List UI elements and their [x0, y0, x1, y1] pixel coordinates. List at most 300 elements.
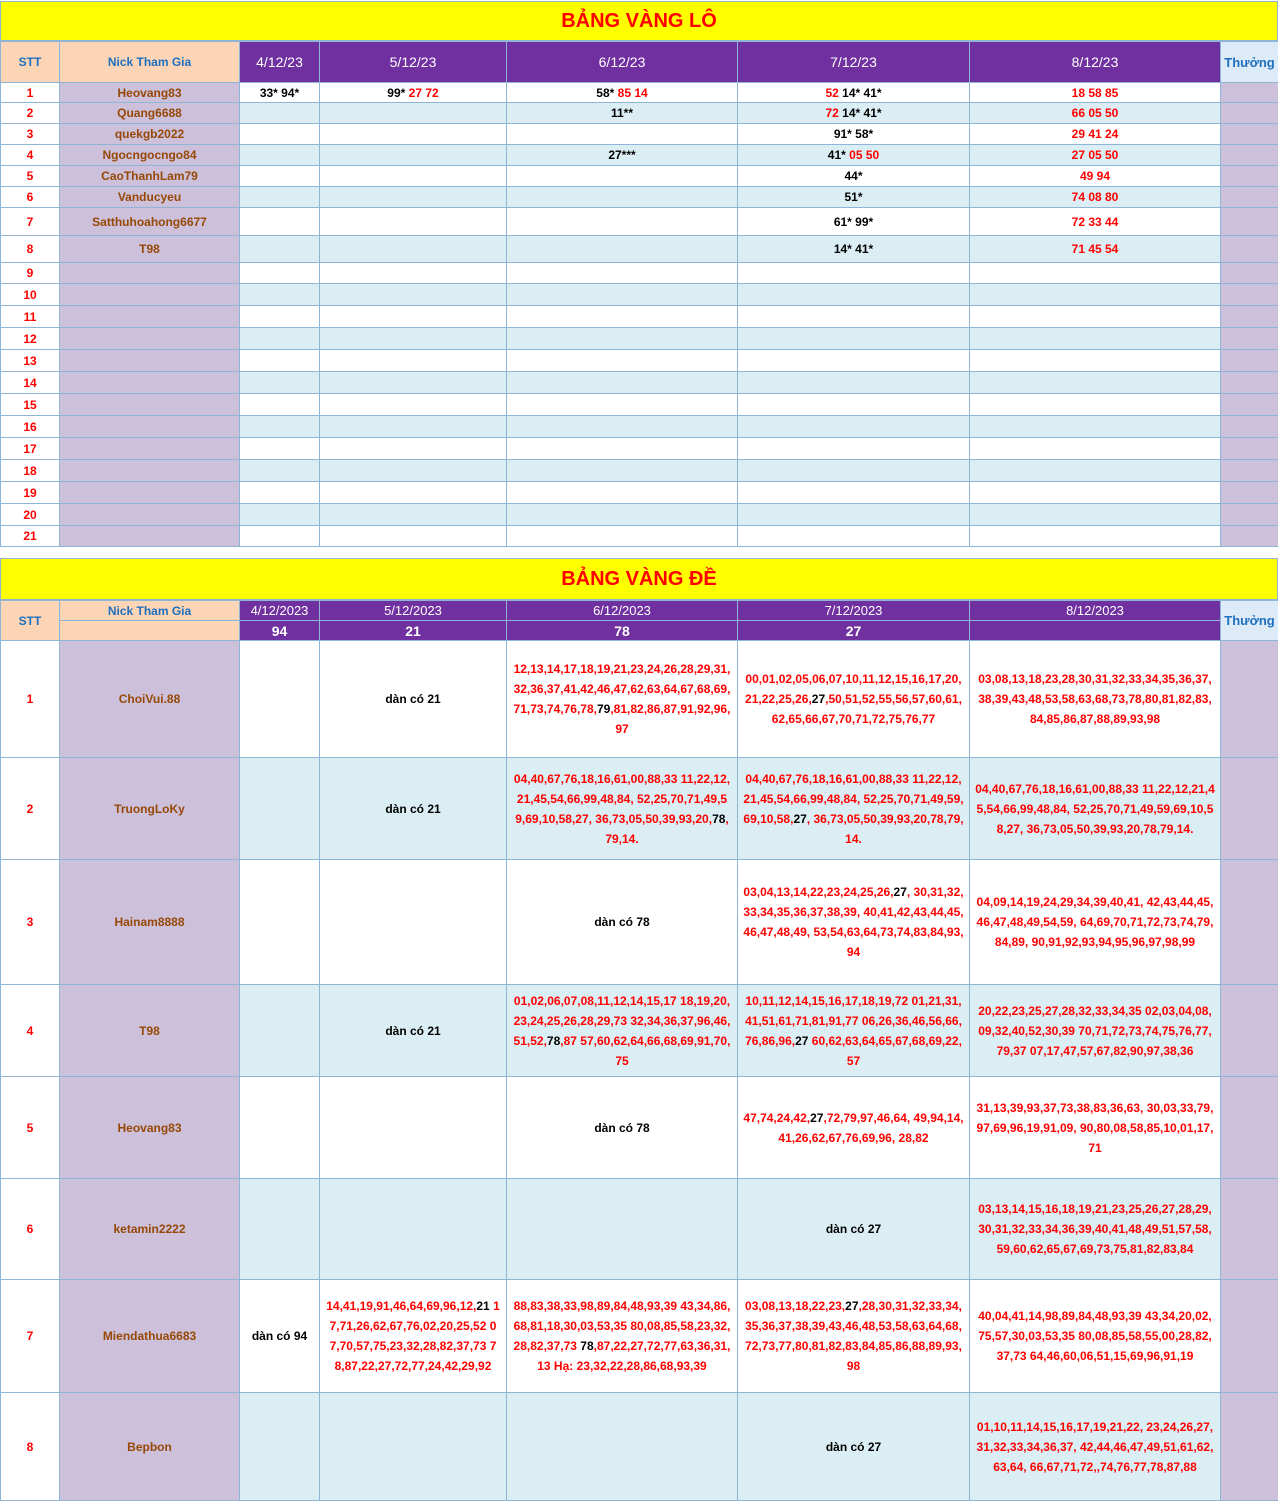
lo-cell-4-12 [240, 166, 320, 187]
lo-cell-6-12 [507, 460, 738, 482]
lo-cell-8-12 [970, 328, 1221, 350]
de-number-list: ,87,22,27,72,77,63,36,31,13 Hạ: 23,32,22,28,86,68,93,39 [537, 1339, 731, 1373]
de-cell-4-12: dàn có 94 [240, 1280, 320, 1393]
lo-cell-5-12 [320, 460, 507, 482]
de-number-list: 88,83,38,33,98,89,84,48,93,39 43,34,86,68,81,18,30,03,53,35 80,08,85,58,23,32,28,82,37,73 [513, 1299, 731, 1353]
lo-thuong [1221, 372, 1278, 394]
lo-thuong [1221, 145, 1278, 166]
lo-cell-6-12 [507, 416, 738, 438]
lo-num-black: 61* 99* [833, 214, 874, 229]
de-nick: Hainam8888 [60, 860, 240, 985]
de-cell-6-12 [507, 758, 738, 860]
de-result: 27 [738, 621, 970, 641]
lo-header-date: 4/12/23 [240, 42, 320, 83]
lo-num-red: 27 72 [405, 85, 439, 100]
de-number-list: 47,74,24,42, [743, 1110, 811, 1125]
lo-cell-7-12 [738, 236, 970, 263]
de-nick: ChoiVui.88 [60, 641, 240, 758]
lo-row [1, 145, 1278, 166]
lo-cell-7-12 [738, 504, 970, 526]
lo-nick [60, 284, 240, 306]
lo-thuong [1221, 124, 1278, 145]
lo-cell-4-12 [240, 504, 320, 526]
lo-cell-7-12 [738, 103, 970, 124]
lo-num-black: 11** [610, 106, 634, 120]
lo-num-red: 52 [825, 85, 839, 100]
lo-nick [60, 394, 240, 416]
lo-title: BẢNG VÀNG LÔ [561, 10, 717, 32]
lo-thuong [1221, 208, 1278, 236]
lo-cell-4-12 [240, 284, 320, 306]
lo-row [1, 208, 1278, 236]
lo-cell-8-12 [970, 526, 1221, 547]
lo-stt: 10 [1, 284, 60, 306]
de-winning-number: 27 [811, 692, 826, 706]
lo-cell-8-12 [970, 372, 1221, 394]
lo-thuong [1221, 438, 1278, 460]
lo-cell-7-12 [738, 394, 970, 416]
lo-num-black: 27*** [608, 148, 636, 162]
lo-num-red: 85 14 [614, 85, 648, 100]
lo-nick [60, 460, 240, 482]
de-row [1, 860, 1278, 985]
de-number-list: 10,11,12,14,15,16,17,18,19,72 01,21,31,41,51,61,71,81,91,77 06,26,36,46,56,66,76,86,96, [745, 993, 962, 1048]
lo-row [1, 438, 1278, 460]
lo-stt: 12 [1, 328, 60, 350]
lo-cell-5-12 [320, 103, 507, 124]
lo-header-date: 5/12/23 [320, 42, 507, 83]
lo-cell-6-12 [507, 103, 738, 124]
lo-cell-7-12 [738, 350, 970, 372]
de-row [1, 758, 1278, 860]
lo-cell-6-12 [507, 438, 738, 460]
lo-nick [60, 526, 240, 547]
de-winning-number: 78 [712, 811, 726, 826]
lo-cell-5-12 [320, 187, 507, 208]
lo-num-black: 58* [596, 85, 615, 100]
de-result: 94 [240, 621, 320, 641]
lo-row [1, 284, 1278, 306]
de-nick: Miendathua6683 [60, 1280, 240, 1393]
lo-stt: 1 [1, 83, 60, 103]
lo-stt: 14 [1, 372, 60, 394]
de-number-list: ,81,82,86,87,91,92,96,97 [610, 702, 731, 736]
lo-cell-7-12 [738, 416, 970, 438]
de-number-list: ,72,79,97,46,64, 49,94,14,41,26,62,67,76,69,96, 28,82 [778, 1110, 964, 1145]
lo-stt: 8 [1, 236, 60, 263]
lo-cell-5-12 [320, 124, 507, 145]
lo-stt: 11 [1, 306, 60, 328]
lo-stt: 18 [1, 460, 60, 482]
lo-header-stt: STT [1, 42, 60, 83]
lo-cell-5-12 [320, 208, 507, 236]
lo-cell-4-12 [240, 124, 320, 145]
de-thuong [1221, 1280, 1278, 1393]
de-winning-number: 21 [476, 1299, 490, 1313]
lo-cell-4-12 [240, 306, 320, 328]
de-number-list: 12,13,14,17,18,19,21,23,24,26,28,29,31,32,36,37,41,42,46,47,62,63,64,67,68,69,71,73,74,76,78, [513, 662, 731, 716]
lo-cell-8-12 [970, 350, 1221, 372]
lo-cell-8-12: 66 05 50 [970, 103, 1221, 124]
lo-cell-8-12: 29 41 24 [970, 124, 1221, 145]
lo-thuong [1221, 460, 1278, 482]
de-stt: 7 [1, 1280, 60, 1393]
lo-nick: quekgb2022 [60, 124, 240, 145]
de-number-list: 31,13,39,93,37,73,38,83,36,63, 30,03,33,79,97,69,96,19,91,09, 90,80,08,58,85,10,01,17,71 [976, 1100, 1214, 1155]
de-nick: Heovang83 [60, 1077, 240, 1179]
lo-header-date: 8/12/23 [970, 42, 1221, 83]
lo-cell-5-12 [320, 416, 507, 438]
de-cell-8-12 [970, 1393, 1221, 1501]
lo-stt: 15 [1, 394, 60, 416]
lo-cell-7-12 [738, 328, 970, 350]
lo-num-red: 05 50 [845, 148, 880, 162]
lo-cell-5-12 [320, 482, 507, 504]
de-cell-7-12 [738, 641, 970, 758]
de-thuong [1221, 1077, 1278, 1179]
lo-cell-8-12 [970, 284, 1221, 306]
lo-cell-6-12 [507, 124, 738, 145]
de-row [1, 1179, 1278, 1280]
lo-stt: 3 [1, 124, 60, 145]
lo-cell-7-12 [738, 166, 970, 187]
de-row [1, 1077, 1278, 1179]
lo-nick [60, 372, 240, 394]
de-thuong [1221, 758, 1278, 860]
lo-cell-8-12 [970, 460, 1221, 482]
lo-nick [60, 306, 240, 328]
de-cell-7-12 [738, 758, 970, 860]
de-cell-7-12: dàn có 27 [738, 1393, 970, 1501]
lo-cell-8-12 [970, 438, 1221, 460]
lo-header-thuong: Thưởng [1221, 42, 1278, 83]
lo-cell-5-12 [320, 394, 507, 416]
lo-row [1, 306, 1278, 328]
de-thuong [1221, 641, 1278, 758]
lo-thuong [1221, 416, 1278, 438]
de-number-list: ,28,30,31,32,33,34,35,36,37,38,39,43,46,48,53,58,63,64,68,72,73,77,80,81,82,83,84,85,86,88,89,93,98 [745, 1299, 962, 1373]
lo-stt: 20 [1, 504, 60, 526]
lo-row [1, 482, 1278, 504]
lo-cell-7-12 [738, 263, 970, 284]
lo-num-black: 51* [844, 190, 863, 204]
lo-cell-5-12 [320, 372, 507, 394]
lo-stt: 9 [1, 263, 60, 284]
lo-cell-5-12 [320, 504, 507, 526]
lo-cell-4-12 [240, 526, 320, 547]
lo-row [1, 504, 1278, 526]
lo-cell-4-12 [240, 145, 320, 166]
de-result: 21 [320, 621, 507, 641]
lo-row [1, 263, 1278, 284]
lo-cell-8-12 [970, 482, 1221, 504]
de-header-date: 5/12/2023 [320, 601, 507, 621]
lo-cell-6-12 [507, 236, 738, 263]
lo-cell-5-12 [320, 145, 507, 166]
lo-nick: Satthuhoahong6677 [60, 208, 240, 236]
de-header-stt: STT [1, 601, 60, 641]
de-cell-4-12 [240, 758, 320, 860]
lo-stt: 19 [1, 482, 60, 504]
lo-num-black: 91* 58* [833, 127, 874, 141]
de-header-date: 4/12/2023 [240, 601, 320, 621]
lo-cell-4-12: 33* 94* [240, 83, 320, 103]
de-header-thuong: Thưởng [1221, 601, 1278, 641]
lo-cell-8-12 [970, 504, 1221, 526]
de-cell-7-12 [738, 985, 970, 1077]
lo-cell-5-12 [320, 306, 507, 328]
lo-cell-4-12 [240, 263, 320, 284]
lo-cell-7-12 [738, 438, 970, 460]
de-number-list: 01,02,06,07,08,11,12,14,15,17 18,19,20,23,24,25,26,28,29,73 32,34,36,37,96,46,51,52, [513, 993, 731, 1048]
de-number-list: 40,04,41,14,98,89,84,48,93,39 43,34,20,02,75,57,30,03,53,35 80,08,85,58,55,00,28,82,37,73 64,46,60,06,51,15,69,96,91,19 [978, 1309, 1212, 1363]
lo-nick: Heovang83 [60, 83, 240, 103]
de-thuong [1221, 985, 1278, 1077]
lo-cell-7-12 [738, 482, 970, 504]
lo-thuong [1221, 394, 1278, 416]
de-thuong [1221, 1179, 1278, 1280]
lo-stt: 7 [1, 208, 60, 236]
de-number-list: 01,10,11,14,15,16,17,19,21,22, 23,24,26,27,31,32,33,34,36,37, 42,44,46,47,49,51,61,62,63,64, 66,67,71,72,,74,76,77,78,87,88 [976, 1419, 1214, 1474]
lo-row [1, 187, 1278, 208]
lo-cell-4-12 [240, 482, 320, 504]
de-number-list: 04,40,67,76,18,16,61,00,88,33 11,22,12,21,45,54,66,99,48,84, 52,25,70,71,49,59,69,10,58, [743, 771, 964, 826]
de-cell-8-12 [970, 641, 1221, 758]
de-header-date: 6/12/2023 [507, 601, 738, 621]
lo-cell-5-12 [320, 328, 507, 350]
lo-header-date: 6/12/23 [507, 42, 738, 83]
lo-nick [60, 438, 240, 460]
lo-cell-4-12 [240, 460, 320, 482]
lo-nick: T98 [60, 236, 240, 263]
lo-stt: 13 [1, 350, 60, 372]
lo-cell-5-12 [320, 438, 507, 460]
de-number-list: 20,22,23,25,27,28,32,33,34,35 02,03,04,08,09,32,40,52,30,39 70,71,72,73,74,75,76,77,79,37 07,17,47,57,67,82,90,97,38,36 [978, 1003, 1212, 1058]
lo-stt: 2 [1, 103, 60, 124]
lo-nick [60, 263, 240, 284]
lo-cell-6-12 [507, 306, 738, 328]
de-cell-7-12 [738, 1280, 970, 1393]
lo-cell-7-12 [738, 284, 970, 306]
lo-nick: Quang6688 [60, 103, 240, 124]
lo-nick [60, 482, 240, 504]
lo-cell-5-12 [320, 83, 507, 103]
de-cell-7-12: dàn có 27 [738, 1179, 970, 1280]
lo-table [0, 41, 1278, 547]
lo-stt: 21 [1, 526, 60, 547]
de-thuong [1221, 1393, 1278, 1501]
lo-thuong [1221, 166, 1278, 187]
lo-header-row [1, 42, 1278, 83]
lo-cell-4-12 [240, 372, 320, 394]
de-cell-6-12 [507, 1393, 738, 1501]
de-stt: 1 [1, 641, 60, 758]
lo-row [1, 103, 1278, 124]
de-stt: 2 [1, 758, 60, 860]
lo-cell-4-12 [240, 350, 320, 372]
lo-thuong [1221, 284, 1278, 306]
lo-row [1, 526, 1278, 547]
de-header-row [1, 601, 1278, 621]
de-winning-number: 78 [580, 1339, 594, 1353]
lo-cell-6-12 [507, 166, 738, 187]
lo-num-black: 14* 41* [838, 106, 882, 120]
de-header-nick-blank [60, 621, 240, 641]
de-number-list: 03,04,13,14,22,23,24,25,26, [743, 885, 894, 899]
de-header-date: 8/12/2023 [970, 601, 1221, 621]
de-number-list: 60,62,63,64,65,67,68,69,22,57 [808, 1033, 962, 1068]
de-header-nick: Nick Tham Gia [60, 601, 240, 621]
lo-num-black: 44* [844, 169, 863, 183]
lo-num-black: 41* [827, 148, 846, 162]
lo-cell-5-12 [320, 236, 507, 263]
lo-cell-7-12 [738, 460, 970, 482]
lo-nick [60, 328, 240, 350]
lo-nick [60, 350, 240, 372]
lo-cell-7-12 [738, 208, 970, 236]
de-number-list: , 30,31,32,33,34,35,36,37,38,39, 40,41,42,43,44,45,46,47,48,49, 53,54,63,64,73,74,83,84,93,94 [743, 885, 964, 959]
lo-cell-5-12 [320, 350, 507, 372]
lo-cell-8-12 [970, 394, 1221, 416]
lo-header-nick: Nick Tham Gia [60, 42, 240, 83]
lo-nick: Ngocngocngo84 [60, 145, 240, 166]
de-nick: Bepbon [60, 1393, 240, 1501]
lo-thuong [1221, 103, 1278, 124]
lo-cell-7-12 [738, 526, 970, 547]
lo-row [1, 124, 1278, 145]
de-cell-4-12 [240, 1393, 320, 1501]
de-winning-number: 27 [793, 811, 807, 826]
de-cell-6-12 [507, 985, 738, 1077]
de-table [0, 600, 1278, 1501]
lo-stt: 17 [1, 438, 60, 460]
lo-cell-6-12 [507, 482, 738, 504]
lo-thuong [1221, 328, 1278, 350]
lo-stt: 4 [1, 145, 60, 166]
de-cell-6-12: dàn có 78 [507, 860, 738, 985]
lo-cell-5-12 [320, 263, 507, 284]
de-number-list: 04,09,14,19,24,29,34,39,40,41, 42,43,44,45,46,47,48,49,54,59, 64,69,70,71,72,73,74,79,84,89, 90,91,92,93,94,95,96,97,98,99 [976, 895, 1214, 949]
de-cell-5-12 [320, 860, 507, 985]
lo-row [1, 460, 1278, 482]
de-cell-4-12 [240, 1077, 320, 1179]
lo-num-black: 14* 41* [838, 85, 882, 100]
lo-cell-8-12 [970, 263, 1221, 284]
lo-stt: 6 [1, 187, 60, 208]
lo-cell-6-12 [507, 83, 738, 103]
lo-cell-4-12 [240, 103, 320, 124]
lo-stt: 5 [1, 166, 60, 187]
lo-cell-8-12: 72 33 44 [970, 208, 1221, 236]
lo-thuong [1221, 526, 1278, 547]
lo-cell-8-12 [970, 306, 1221, 328]
de-result-row [1, 621, 1278, 641]
de-cell-7-12 [738, 860, 970, 985]
lo-nick: Vanducyeu [60, 187, 240, 208]
de-number-list: ,50,51,52,55,56,57,60,61,62,65,66,67,70,71,72,75,76,77 [771, 692, 962, 726]
lo-cell-7-12 [738, 187, 970, 208]
lo-cell-7-12 [738, 83, 970, 103]
lo-cell-5-12 [320, 166, 507, 187]
de-cell-8-12 [970, 758, 1221, 860]
lo-cell-6-12 [507, 187, 738, 208]
lo-cell-6-12 [507, 350, 738, 372]
lo-row [1, 166, 1278, 187]
de-cell-4-12 [240, 641, 320, 758]
lo-cell-7-12 [738, 145, 970, 166]
de-cell-4-12 [240, 1179, 320, 1280]
lo-row [1, 328, 1278, 350]
de-row [1, 1280, 1278, 1393]
lo-cell-8-12: 71 45 54 [970, 236, 1221, 263]
de-stt: 5 [1, 1077, 60, 1179]
de-thuong [1221, 860, 1278, 985]
lo-num-black: 99* [387, 85, 406, 100]
lo-row [1, 350, 1278, 372]
de-cell-7-12 [738, 1077, 970, 1179]
lo-title-banner [0, 1, 1278, 41]
lo-cell-6-12 [507, 504, 738, 526]
de-cell-8-12 [970, 1280, 1221, 1393]
lo-cell-7-12 [738, 372, 970, 394]
de-number-list: ,87 57,60,62,64,66,68,69,91,70,75 [560, 1033, 731, 1068]
lo-cell-6-12 [507, 263, 738, 284]
de-number-list: 03,08,13,18,22,23, [745, 1299, 846, 1313]
lo-cell-4-12 [240, 416, 320, 438]
de-stt: 3 [1, 860, 60, 985]
de-row [1, 985, 1278, 1077]
de-cell-6-12: dàn có 78 [507, 1077, 738, 1179]
de-winning-number: 27 [810, 1110, 824, 1125]
lo-cell-6-12 [507, 328, 738, 350]
lo-row [1, 236, 1278, 263]
de-cell-8-12 [970, 1077, 1221, 1179]
lo-cell-7-12 [738, 124, 970, 145]
de-number-list: 00,01,02,05,06,07,10,11,12,15,16,17,20,21,22,25,26, [745, 672, 962, 706]
lo-cell-8-12: 74 08 80 [970, 187, 1221, 208]
de-header-date: 7/12/2023 [738, 601, 970, 621]
lo-thuong [1221, 236, 1278, 263]
lo-cell-6-12 [507, 145, 738, 166]
lo-cell-7-12 [738, 306, 970, 328]
de-title-banner [0, 558, 1278, 600]
de-number-list: 03,13,14,15,16,18,19,21,23,25,26,27,28,29,30,31,32,33,34,36,39,40,41,48,49,51,57,58,59,60,62,65,67,69,73,75,81,82,83,84 [978, 1202, 1212, 1256]
de-result: 78 [507, 621, 738, 641]
lo-cell-6-12 [507, 208, 738, 236]
lo-stt: 16 [1, 416, 60, 438]
de-cell-6-12 [507, 641, 738, 758]
lo-thuong [1221, 482, 1278, 504]
lo-row [1, 416, 1278, 438]
de-cell-8-12 [970, 985, 1221, 1077]
de-number-list: 17,71,26,62,67,76,02,20,25,52 07,70,57,75,23,32,28,82,37,73 78,87,22,27,72,77,24,42,29,92 [329, 1299, 500, 1373]
de-nick: T98 [60, 985, 240, 1077]
de-cell-4-12 [240, 985, 320, 1077]
lo-cell-8-12 [970, 416, 1221, 438]
lo-nick [60, 504, 240, 526]
lo-num-red: 72 [825, 106, 839, 120]
de-row [1, 1393, 1278, 1501]
lo-cell-8-12: 18 58 85 [970, 83, 1221, 103]
de-winning-number: 79 [596, 702, 611, 716]
de-cell-5-12 [320, 1179, 507, 1280]
de-stt: 6 [1, 1179, 60, 1280]
de-stt: 4 [1, 985, 60, 1077]
lo-cell-6-12 [507, 394, 738, 416]
lo-cell-6-12 [507, 526, 738, 547]
lo-cell-8-12: 27 05 50 [970, 145, 1221, 166]
de-winning-number: 27 [893, 885, 907, 899]
